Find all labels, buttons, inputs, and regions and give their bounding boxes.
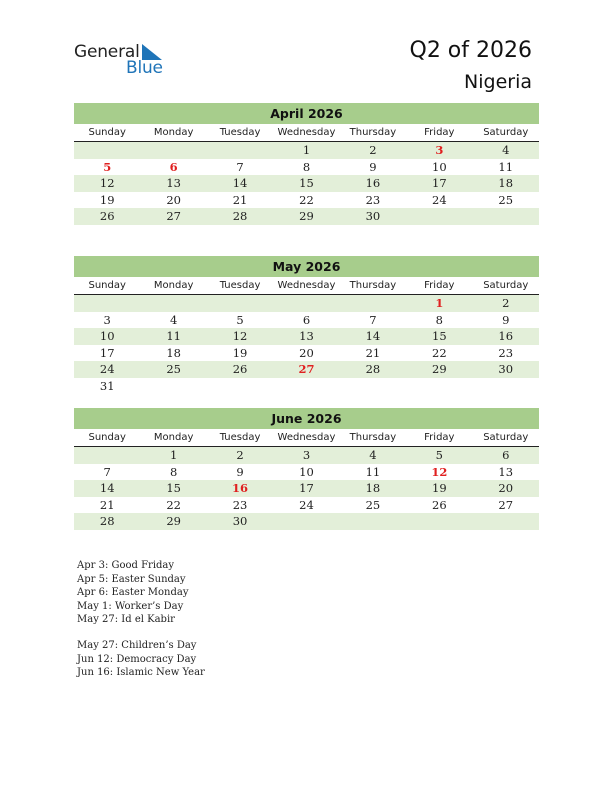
holiday-day-cell: 16 (232, 481, 249, 496)
day-cell: 17 (299, 481, 314, 496)
day-cell: 2 (502, 296, 510, 310)
day-cell: 20 (166, 192, 181, 207)
day-cell: 3 (302, 448, 311, 462)
week-row (74, 328, 539, 345)
day-cell: 30 (365, 209, 381, 224)
week-row (74, 378, 539, 395)
weekday-header-row (74, 429, 539, 447)
day-cell: 24 (299, 497, 314, 512)
weekday-label: Saturday (483, 432, 529, 443)
day-cell: 13 (166, 176, 181, 191)
holiday-item: Jun 12: Democracy Day (77, 653, 197, 665)
day-cell: 19 (232, 345, 248, 360)
day-cell: 8 (435, 312, 443, 327)
day-cell: 15 (299, 176, 314, 191)
holiday-group-gap (77, 627, 205, 640)
day-cell: 9 (502, 312, 510, 327)
holiday-item: May 1: Worker’s Day (77, 600, 184, 612)
day-cell: 17 (99, 345, 115, 360)
weekday-label: Tuesday (219, 432, 261, 443)
week-row (74, 513, 539, 530)
day-cell: 10 (432, 159, 447, 174)
day-cell (473, 208, 539, 225)
day-cell: 18 (166, 345, 181, 360)
week-row (74, 192, 539, 209)
day-cell: 4 (169, 312, 178, 327)
day-cell (273, 378, 339, 395)
week-row (74, 142, 539, 159)
day-cell: 26 (232, 362, 248, 377)
week-row (74, 312, 539, 329)
month-calendar (74, 103, 539, 225)
day-cell: 21 (232, 192, 248, 207)
day-cell: 19 (99, 192, 115, 207)
weekday-label: Friday (424, 280, 455, 291)
day-cell: 11 (498, 159, 514, 174)
day-cell: 13 (498, 464, 514, 479)
day-cell (406, 513, 472, 530)
weekday-label: Monday (153, 280, 194, 291)
day-cell: 5 (435, 448, 443, 462)
day-cell: 24 (432, 192, 447, 207)
weekday-label: Monday (153, 432, 194, 443)
week-row (74, 361, 539, 378)
day-cell: 10 (299, 464, 314, 479)
day-cell: 7 (236, 159, 244, 174)
day-cell: 25 (498, 192, 514, 207)
day-cell (74, 295, 140, 312)
holiday-day-cell: 5 (103, 159, 112, 174)
day-cell: 12 (99, 176, 115, 191)
holiday-item: Apr 6: Easter Monday (77, 587, 189, 598)
day-cell: 21 (365, 345, 381, 360)
weekday-label: Wednesday (277, 280, 336, 291)
day-cell: 23 (232, 497, 248, 512)
day-cell: 14 (232, 176, 248, 191)
day-cell: 25 (166, 362, 181, 377)
week-row (74, 159, 539, 176)
day-cell (207, 378, 273, 395)
weekday-label: Monday (153, 127, 194, 138)
day-cell: 6 (302, 312, 311, 327)
day-cell: 28 (365, 362, 381, 377)
weekday-label: Tuesday (219, 127, 261, 138)
month-calendar (74, 408, 539, 530)
country-name: Nigeria (464, 71, 532, 93)
weekday-label: Thursday (349, 432, 397, 443)
day-cell: 8 (169, 464, 178, 479)
weekday-label: Friday (424, 127, 455, 138)
day-cell: 5 (236, 312, 244, 327)
weekday-label: Saturday (483, 280, 529, 291)
week-row (74, 447, 539, 464)
weekday-label: Friday (424, 432, 455, 443)
holiday-day-cell: 1 (435, 296, 444, 310)
day-cell: 9 (236, 464, 244, 479)
holiday-day-cell: 27 (298, 362, 315, 377)
day-cell: 7 (103, 464, 111, 479)
holiday-item: Jun 16: Islamic New Year (77, 667, 205, 678)
day-cell: 8 (302, 159, 311, 174)
month-calendar (74, 256, 539, 395)
weekday-header-row (74, 124, 539, 142)
day-cell: 4 (502, 143, 510, 157)
day-cell: 18 (498, 176, 514, 191)
weekday-header-row (74, 277, 539, 295)
day-cell (473, 513, 539, 530)
day-cell: 29 (432, 362, 447, 377)
weekday-label: Tuesday (219, 280, 261, 291)
day-cell: 14 (365, 329, 381, 344)
day-cell: 20 (299, 345, 314, 360)
weekday-label: Sunday (88, 127, 126, 138)
day-cell: 31 (99, 378, 115, 393)
day-cell: 2 (236, 448, 244, 462)
holiday-item: Apr 3: Good Friday (77, 560, 175, 571)
weekday-label: Saturday (483, 127, 529, 138)
day-cell: 2 (369, 143, 377, 157)
weekday-label: Wednesday (277, 432, 336, 443)
day-cell: 17 (432, 176, 447, 191)
holiday-item: May 27: Id el Kabir (77, 614, 175, 625)
day-cell: 11 (166, 329, 181, 344)
day-cell (340, 513, 406, 530)
day-cell: 29 (166, 514, 181, 529)
day-cell (140, 142, 206, 159)
day-cell (340, 378, 406, 395)
holiday-day-cell: 3 (435, 143, 444, 157)
day-cell: 22 (166, 497, 181, 512)
day-cell: 16 (365, 176, 381, 191)
day-cell: 7 (369, 312, 377, 327)
page-title: Q2 of 2026 (409, 38, 532, 63)
day-cell: 23 (365, 192, 381, 207)
day-cell: 10 (99, 329, 115, 344)
day-cell: 16 (498, 329, 514, 344)
day-cell: 27 (498, 497, 514, 512)
holiday-item: May 27: Children’s Day (77, 640, 197, 651)
weekday-label: Thursday (349, 280, 397, 291)
day-cell: 26 (99, 209, 115, 224)
day-cell (273, 295, 339, 312)
day-cell (406, 378, 472, 395)
day-cell: 26 (432, 497, 447, 512)
week-row (74, 345, 539, 362)
month-header: June 2026 (74, 408, 539, 429)
day-cell: 15 (432, 329, 447, 344)
day-cell: 1 (302, 143, 311, 157)
day-cell: 24 (99, 362, 115, 377)
day-cell: 28 (232, 209, 248, 224)
logo-text-general: General (74, 42, 140, 62)
holiday-item: Apr 5: Easter Sunday (77, 573, 186, 585)
day-cell (140, 378, 206, 395)
weekday-label: Sunday (88, 280, 126, 291)
day-cell: 1 (169, 448, 178, 462)
week-row (74, 480, 539, 497)
day-cell (406, 208, 472, 225)
day-cell: 11 (365, 464, 381, 479)
day-cell: 6 (502, 448, 510, 462)
weekday-label: Sunday (88, 432, 126, 443)
day-cell: 29 (299, 209, 314, 224)
week-row (74, 497, 539, 514)
day-cell: 14 (99, 481, 115, 496)
day-cell (340, 295, 406, 312)
logo-text-blue: Blue (126, 58, 163, 78)
month-header: April 2026 (74, 103, 539, 124)
weekday-label: Thursday (349, 127, 397, 138)
day-cell: 3 (103, 312, 111, 327)
week-row (74, 464, 539, 481)
day-cell: 23 (498, 345, 514, 360)
week-row (74, 175, 539, 192)
day-cell: 28 (99, 514, 115, 529)
day-cell: 4 (369, 448, 377, 462)
day-cell: 13 (299, 329, 314, 344)
day-cell (74, 447, 140, 464)
day-cell: 30 (232, 514, 248, 529)
day-cell: 19 (432, 481, 447, 496)
week-row (74, 208, 539, 225)
day-cell: 9 (369, 159, 377, 174)
day-cell (473, 378, 539, 395)
day-cell: 22 (432, 345, 447, 360)
day-cell (74, 142, 140, 159)
day-cell (273, 513, 339, 530)
day-cell: 27 (166, 209, 181, 224)
day-cell: 30 (498, 362, 514, 377)
day-cell: 25 (365, 497, 381, 512)
day-cell (140, 295, 206, 312)
holiday-list (77, 559, 205, 680)
day-cell (207, 142, 273, 159)
month-header: May 2026 (74, 256, 539, 277)
day-cell (207, 295, 273, 312)
holiday-day-cell: 12 (431, 464, 448, 479)
day-cell: 20 (498, 481, 514, 496)
holiday-day-cell: 6 (169, 159, 178, 174)
day-cell: 15 (166, 481, 181, 496)
day-cell: 12 (232, 329, 248, 344)
week-row (74, 295, 539, 312)
day-cell: 21 (99, 497, 115, 512)
weekday-label: Wednesday (277, 127, 336, 138)
day-cell: 22 (299, 192, 314, 207)
day-cell: 18 (365, 481, 381, 496)
